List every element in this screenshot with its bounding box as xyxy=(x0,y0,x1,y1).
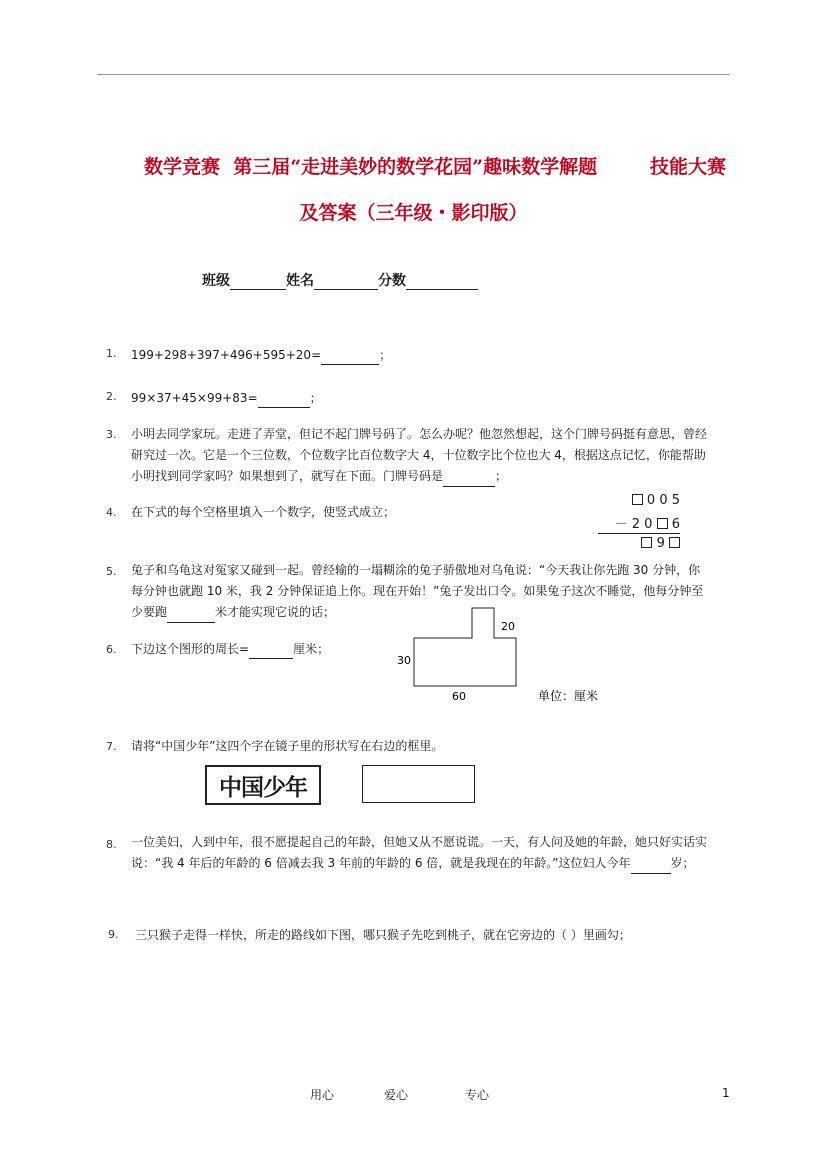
label-60: 60 xyxy=(452,690,466,703)
puzzle-row-3 xyxy=(598,533,680,556)
question-2-text: 99×37+45×99+83= xyxy=(131,391,258,405)
puzzle-row-2 xyxy=(590,513,680,533)
label-20: 20 xyxy=(501,620,515,633)
question-6-text: 下边这个图形的周长= xyxy=(131,642,250,656)
score-label: 分数 xyxy=(378,273,406,289)
question-8-suffix: 岁； xyxy=(670,856,695,870)
question-5-text: 兔子和乌龟这对冤家又碰到一起。曾经输的一塌糊涂的兔子骄傲地对乌龟说：“今天我让你先跑 30 分钟，你每分钟也就跑 10 米，我 2 分钟保证追上你。现在开始！”兔子发出口令。如果兔子这次不睡觉，他每分钟至少要跑 xyxy=(131,563,704,619)
footer-zhuanxin: 专心 xyxy=(465,1088,490,1102)
question-7-text: 请将“中国少年”这四个字在镜子里的形状写在右边的框里。 xyxy=(131,739,444,753)
perimeter-figure xyxy=(390,603,640,707)
blank-box[interactable] xyxy=(632,494,643,505)
question-3 xyxy=(131,424,711,487)
vertical-subtraction-puzzle xyxy=(590,493,680,556)
question-number-2: 2. xyxy=(106,390,117,403)
question-8 xyxy=(131,832,711,874)
question-6 xyxy=(131,639,411,659)
question-number-8: 8. xyxy=(106,838,117,851)
page-number: 1 xyxy=(722,1086,730,1100)
question-number-3: 3. xyxy=(106,428,117,441)
answer-blank-8[interactable] xyxy=(631,873,671,874)
question-8-text: 一位美妇，人到中年，很不愿提起自己的年龄，但她又从不愿说谎。一天，有人问及她的年龄，她只好实话实说：“我 4 年后的年龄的 6 倍减去我 3 年前的年龄的 6 倍，就是我现在的年龄。”这位妇人今年 xyxy=(131,835,708,870)
title-line-1: 数学竞赛 第三届“走进美妙的数学花园”趣味数学解题 技能大赛 xyxy=(143,156,726,178)
question-number-9: 9. xyxy=(108,928,119,941)
question-number-1: 1. xyxy=(106,347,117,360)
question-number-6: 6. xyxy=(106,643,117,656)
chinese-word-text: 中国少年 xyxy=(219,774,307,801)
question-number-4: 4. xyxy=(106,506,117,519)
name-blank[interactable] xyxy=(314,289,378,290)
question-2-suffix: ； xyxy=(309,391,322,405)
answer-blank-5[interactable] xyxy=(167,622,215,623)
chinese-word-box xyxy=(205,765,321,805)
puzzle-row-1 xyxy=(590,493,680,513)
puzzle-row-2-digits: － 2 0 xyxy=(614,517,653,532)
question-1 xyxy=(131,345,711,365)
student-info-line xyxy=(202,270,478,290)
class-label: 班级 xyxy=(202,273,230,289)
blank-box[interactable] xyxy=(657,518,668,529)
blank-box[interactable] xyxy=(669,537,680,548)
unit-label: 单位：厘米 xyxy=(538,689,599,703)
score-blank[interactable] xyxy=(406,289,478,290)
class-blank[interactable] xyxy=(230,289,286,290)
question-6-suffix: 厘米； xyxy=(293,642,330,656)
question-3-suffix: ； xyxy=(495,469,508,483)
puzzle-row-3-digit: 9 xyxy=(656,536,665,551)
question-9-text: 三只猴子走得一样快，所走的路线如下图，哪只猴子先吃到桃子，就在它旁边的（ ）里画勾； xyxy=(135,928,631,942)
question-1-text: 199+298+397+496+595+20= xyxy=(131,348,322,362)
question-2 xyxy=(131,388,711,408)
name-label: 姓名 xyxy=(286,273,314,289)
answer-blank-2[interactable] xyxy=(258,407,310,408)
question-3-text: 小明去同学家玩。走进了弄堂，但记不起门牌号码了。怎么办呢？他忽然想起，这个门牌号码挺有意思，曾经研究过一次。它是一个三位数，个位数字比百位数字大 4，十位数字比个位也大 4，根据这点记忆，你能帮助小明找到同学家吗？如果想到了，就写在下面。门牌号码是 xyxy=(131,427,708,483)
footer-yongxin: 用心 xyxy=(310,1088,335,1102)
question-number-5: 5. xyxy=(106,565,117,578)
footer-aixin: 爱心 xyxy=(384,1088,409,1102)
question-4-text: 在下式的每个空格里填入一个数字，使竖式成立； xyxy=(131,505,396,519)
puzzle-row-2-last: 6 xyxy=(671,517,680,532)
question-1-suffix: ； xyxy=(379,348,392,362)
header-rule xyxy=(97,74,730,75)
question-5-suffix: 米才能实现它说的话； xyxy=(215,605,336,619)
answer-blank-1[interactable] xyxy=(321,364,379,365)
answer-blank-3[interactable] xyxy=(443,486,495,487)
puzzle-row-1-digits: 0 0 5 xyxy=(646,493,680,508)
blank-box[interactable] xyxy=(641,537,652,548)
answer-blank-6[interactable] xyxy=(249,658,293,659)
question-number-7: 7. xyxy=(106,740,117,753)
label-30: 30 xyxy=(397,654,411,667)
mirror-answer-box[interactable] xyxy=(362,765,475,803)
title-line-2: 及答案（三年级・影印版） xyxy=(299,202,528,224)
